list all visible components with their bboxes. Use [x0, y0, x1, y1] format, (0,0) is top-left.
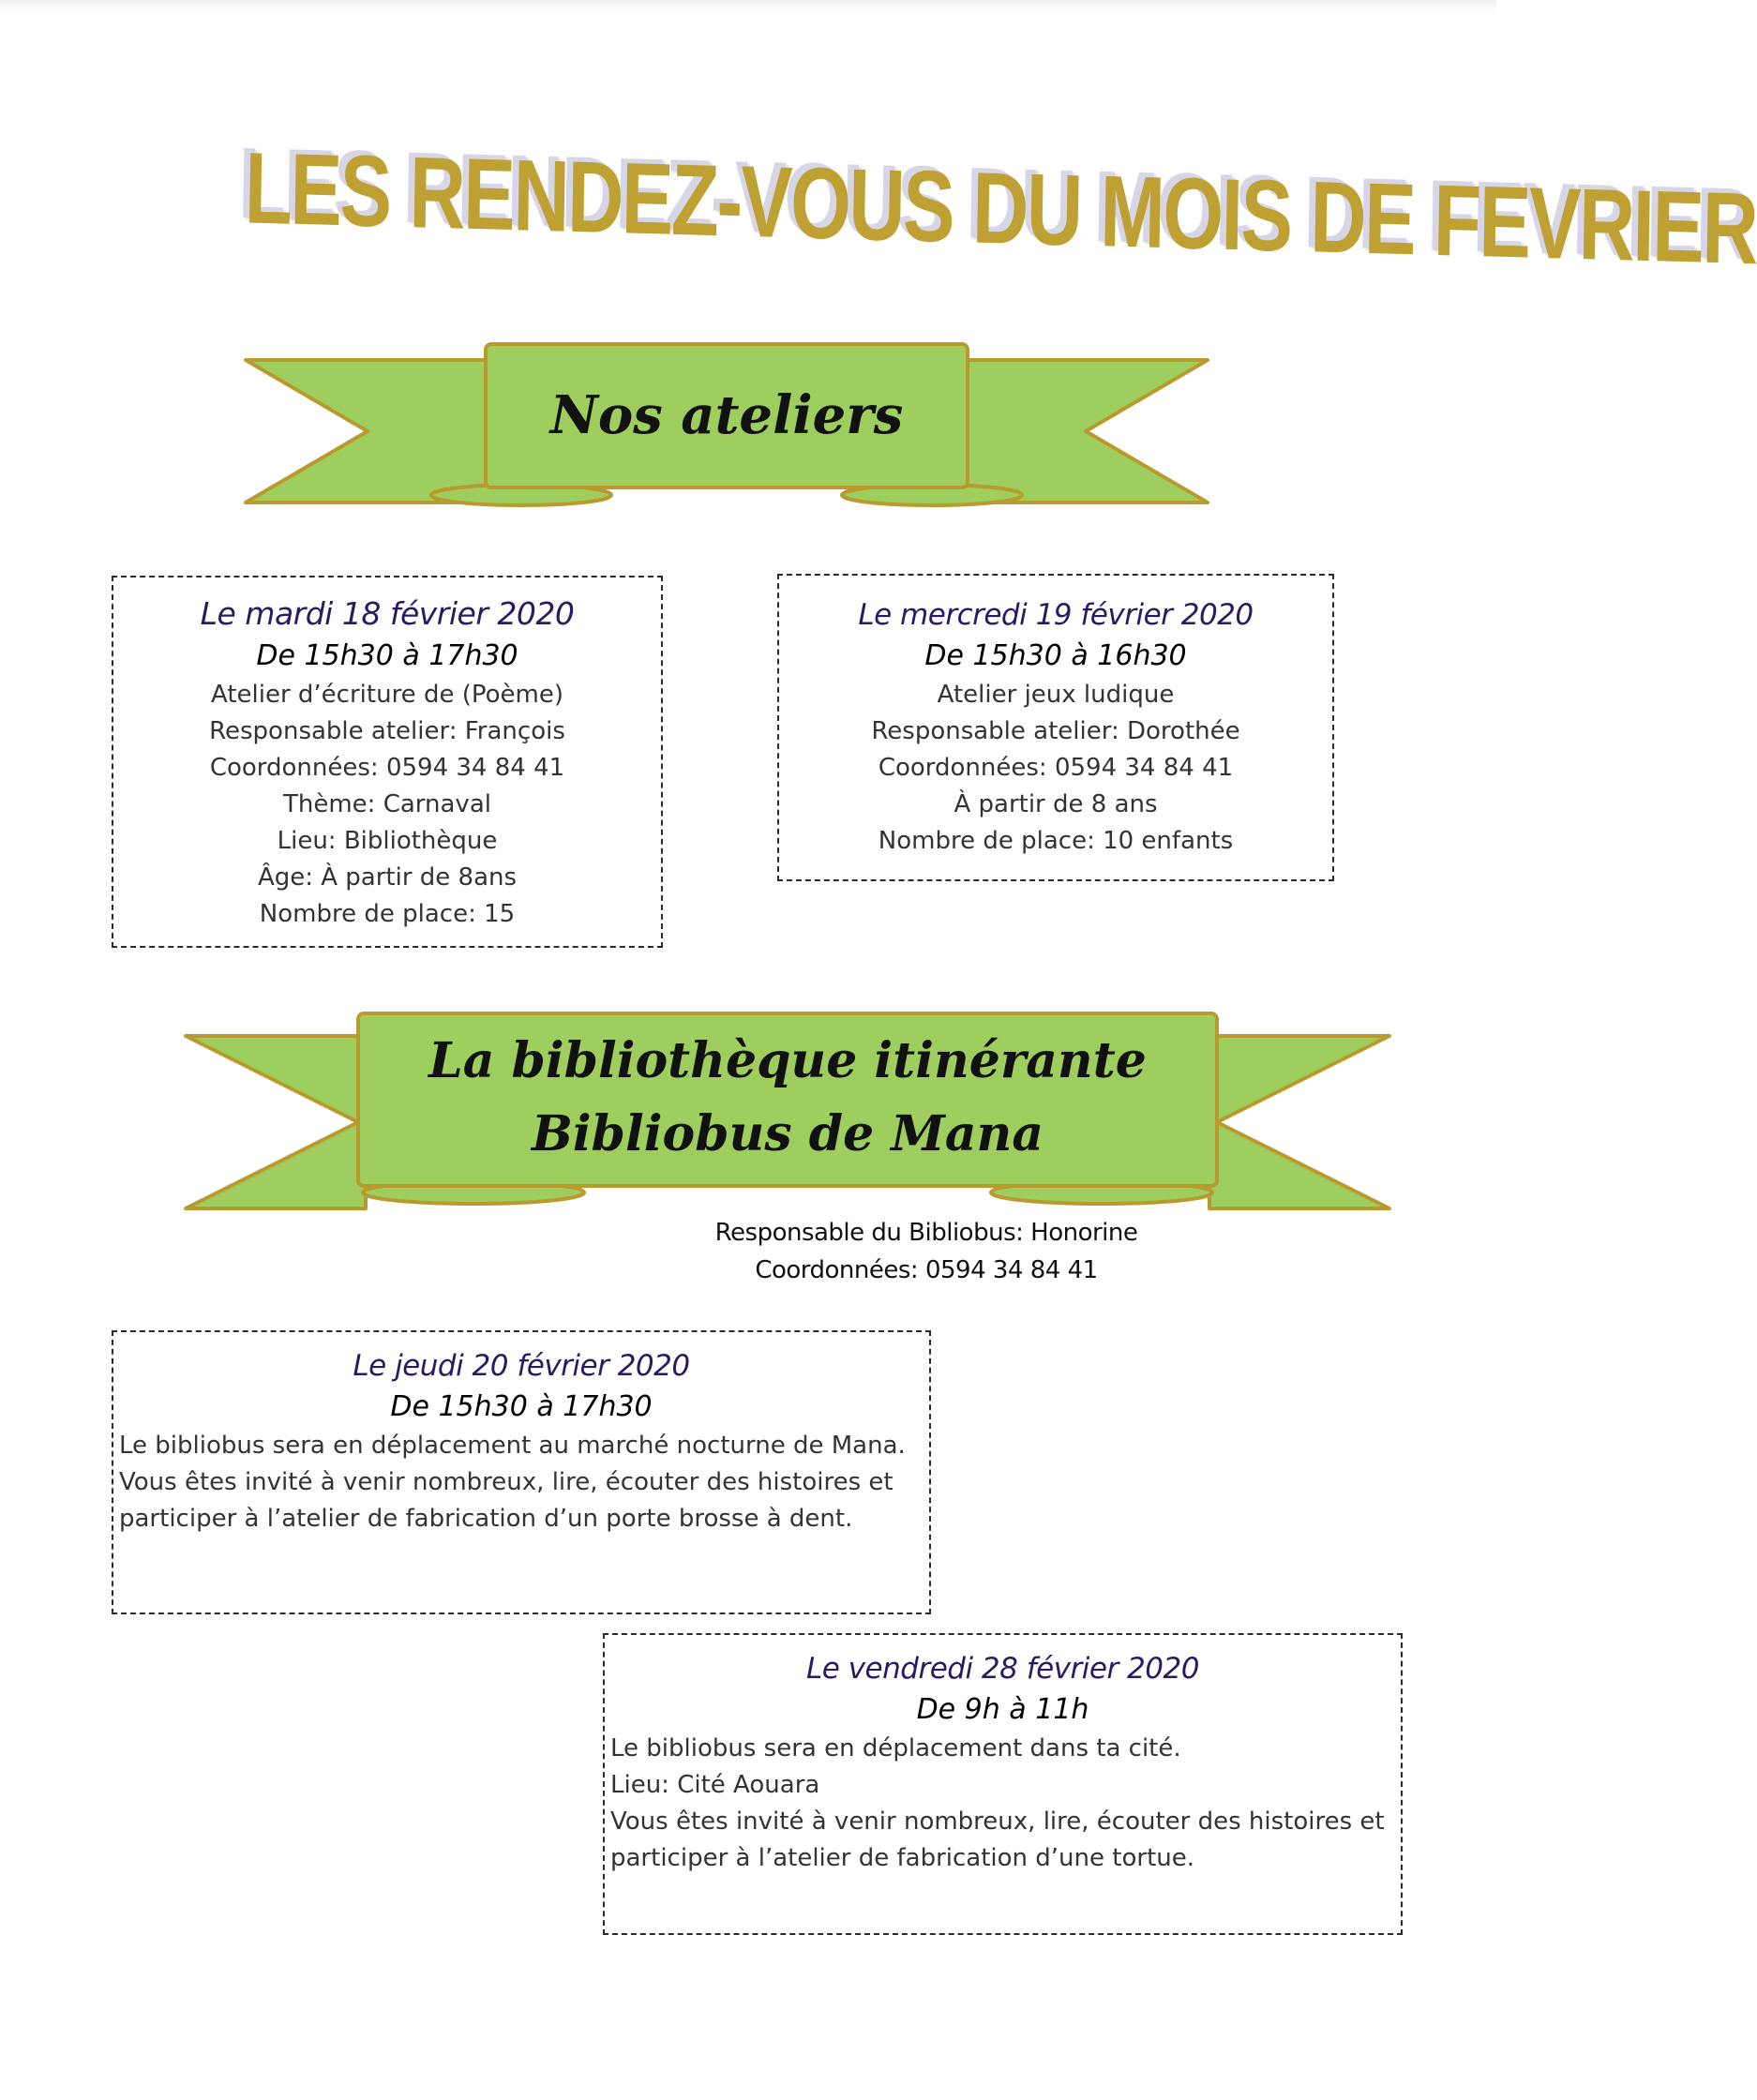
atelier-detail: Atelier d’écriture de (Poème)	[211, 681, 563, 709]
bibliobus-responsable: Responsable du Bibliobus: Honorine	[714, 1219, 1138, 1247]
atelier-date: Le mercredi 19 février 2020	[858, 598, 1254, 632]
atelier-detail: Lieu: Bibliothèque	[277, 827, 498, 855]
page-title: LES RENDEZ-VOUS DU MOIS DE FEVRIER	[244, 130, 1757, 286]
event-detail: Le bibliobus sera en déplacement au marché nocturne de Mana.	[119, 1432, 906, 1460]
atelier-detail: Coordonnées: 0594 34 84 41	[878, 754, 1234, 782]
atelier-detail: Responsable atelier: Dorothée	[871, 717, 1240, 745]
atelier-date: Le mardi 18 février 2020	[200, 595, 575, 632]
event-detail: Le bibliobus sera en déplacement dans ta cité.	[610, 1734, 1181, 1762]
bibliobus-card-2	[603, 1633, 1403, 1935]
event-date: Le vendredi 28 février 2020	[806, 1652, 1199, 1686]
event-time: De 15h30 à 17h30	[390, 1390, 653, 1423]
atelier-detail: Coordonnées: 0594 34 84 41	[209, 754, 565, 782]
event-time: De 9h à 11h	[916, 1693, 1089, 1726]
event-detail: Vous êtes invité à venir nombreux, lire, écouter des histoires et	[610, 1808, 1385, 1836]
ribbon-title-bibliobus-line2: Bibliobus de Mana	[531, 1105, 1044, 1162]
bibliobus-card-1	[112, 1330, 931, 1614]
ribbon-title-bibliobus-line1: La bibliothèque itinérante	[428, 1032, 1147, 1089]
event-detail: participer à l’atelier de fabrication d’une tortue.	[610, 1844, 1194, 1872]
event-date: Le jeudi 20 février 2020	[353, 1349, 690, 1383]
atelier-time: De 15h30 à 16h30	[924, 639, 1187, 672]
ribbon-nos-ateliers	[234, 333, 1219, 520]
top-edge	[0, 0, 1496, 11]
atelier-card-2	[777, 574, 1334, 881]
atelier-detail: Âge: À partir de 8ans	[257, 863, 518, 892]
atelier-card-1	[112, 576, 663, 948]
event-detail: Vous êtes invité à venir nombreux, lire, écouter des histoires et	[119, 1468, 894, 1496]
event-detail: participer à l’atelier de fabrication d’un porte brosse à dent.	[119, 1505, 853, 1533]
event-detail: Lieu: Cité Aouara	[610, 1771, 820, 1799]
bibliobus-coordonnees: Coordonnées: 0594 34 84 41	[755, 1256, 1098, 1284]
atelier-detail: Nombre de place: 15	[259, 900, 516, 928]
ribbon-bibliobus	[178, 1008, 1397, 1214]
bibliobus-contact	[375, 1214, 1478, 1289]
atelier-detail: Atelier jeux ludique	[937, 681, 1175, 709]
atelier-detail: Responsable atelier: François	[209, 717, 565, 745]
atelier-detail: Thème: Carnaval	[283, 790, 491, 818]
ribbon-title-ateliers: Nos ateliers	[549, 384, 904, 446]
atelier-time: De 15h30 à 17h30	[256, 639, 518, 672]
atelier-detail: À partir de 8 ans	[954, 790, 1158, 818]
atelier-detail: Nombre de place: 10 enfants	[878, 827, 1234, 855]
